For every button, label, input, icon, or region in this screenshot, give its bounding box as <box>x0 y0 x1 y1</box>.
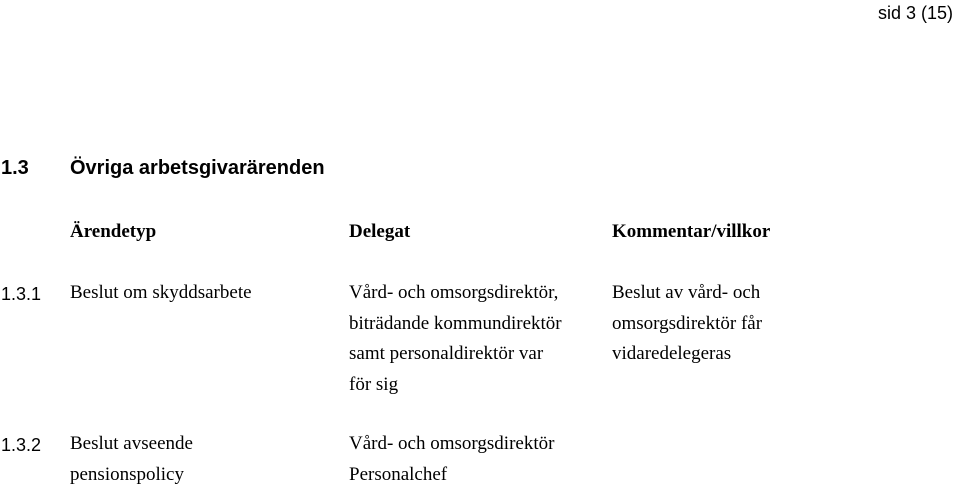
row-number: 1.3.1 <box>1 284 42 304</box>
kommentar-cell <box>612 278 762 370</box>
cell-line: Beslut om skyddsarbete <box>70 282 252 303</box>
page-number: sid 3 (15) <box>878 3 954 23</box>
cell-line: vidaredelegeras <box>612 343 732 364</box>
delegat-cell <box>349 429 554 490</box>
column-header-kommentar: Kommentar/villkor <box>612 221 771 242</box>
cell-line: Personalchef <box>349 463 448 485</box>
column-header-arendetyp: Ärendetyp <box>70 221 157 242</box>
cell-line: Vård- och omsorgsdirektör <box>349 433 555 454</box>
cell-line: för sig <box>349 373 399 395</box>
column-header-delegat: Delegat <box>349 221 411 242</box>
section-number: 1.3 <box>1 157 29 179</box>
section-title: Övriga arbetsgivarärenden <box>70 157 325 179</box>
cell-line: Vård- och omsorgsdirektör, <box>349 282 559 303</box>
cell-line: biträdande kommundirektör <box>349 312 562 334</box>
row-number: 1.3.2 <box>1 435 42 455</box>
cell-line: Beslut avseende <box>70 433 193 454</box>
arendetyp-cell <box>70 278 252 309</box>
cell-line: Beslut av vård- och <box>612 282 761 303</box>
cell-line: omsorgsdirektör får <box>612 312 763 334</box>
cell-line: pensionspolicy <box>70 463 184 485</box>
cell-line: samt personaldirektör var <box>349 343 544 364</box>
arendetyp-cell <box>70 429 193 490</box>
delegat-cell <box>349 278 562 400</box>
